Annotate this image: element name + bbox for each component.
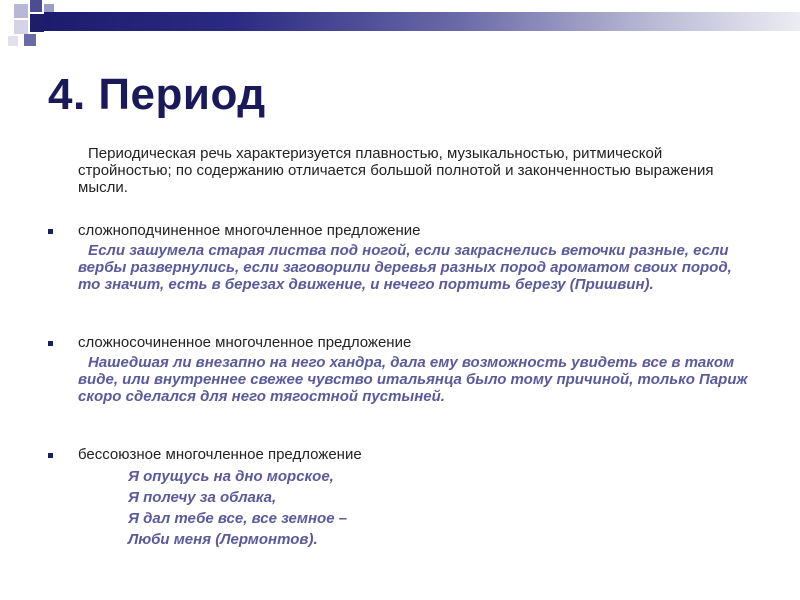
slide-title: 4. Период bbox=[48, 70, 266, 119]
bullet-square-icon bbox=[48, 341, 53, 346]
header-decoration bbox=[0, 0, 800, 50]
decor-square bbox=[14, 20, 28, 34]
poem-line: Люби меня (Лермонтов). bbox=[128, 531, 318, 548]
poem-line: Я опущусь на дно морское, bbox=[128, 468, 334, 485]
decor-square bbox=[30, 0, 42, 12]
decor-square bbox=[14, 4, 28, 18]
poem-line: Я дал тебе все, все земное – bbox=[128, 510, 348, 527]
item-example: Нашедшая ли внезапно на него хандра, дала ему возможность увидеть все в таком виде, или внутреннее свежее чувство итальянца было тому причиной, только Париж скоро сделался для него тягостной пустыней. bbox=[78, 354, 748, 405]
item-label: сложноподчиненное многочленное предложение bbox=[78, 222, 421, 239]
decor-square bbox=[24, 34, 36, 46]
poem-line: Я полечу за облака, bbox=[128, 489, 277, 506]
decor-square bbox=[8, 36, 18, 46]
item-label: бессоюзное многочленное предложение bbox=[78, 446, 362, 463]
item-label: сложносочиненное многочленное предложение bbox=[78, 334, 412, 351]
decor-square bbox=[30, 14, 44, 32]
bullet-square-icon bbox=[48, 453, 53, 458]
item-example: Если зашумела старая листва под ногой, если закраснелись веточки разные, если вербы развернулись, если заговорили деревья разных пород ароматом своих пород, то значит, есть в березах движение, и нечего портить березу (Пришвин). bbox=[78, 242, 732, 293]
header-gradient-bar bbox=[44, 12, 800, 31]
intro-paragraph: Периодическая речь характеризуется плавностью, музыкальностью, ритмической стройностью; по содержанию отличается большой полнотой и законченностью выражения мысли. bbox=[78, 145, 714, 196]
bullet-square-icon bbox=[48, 229, 53, 234]
